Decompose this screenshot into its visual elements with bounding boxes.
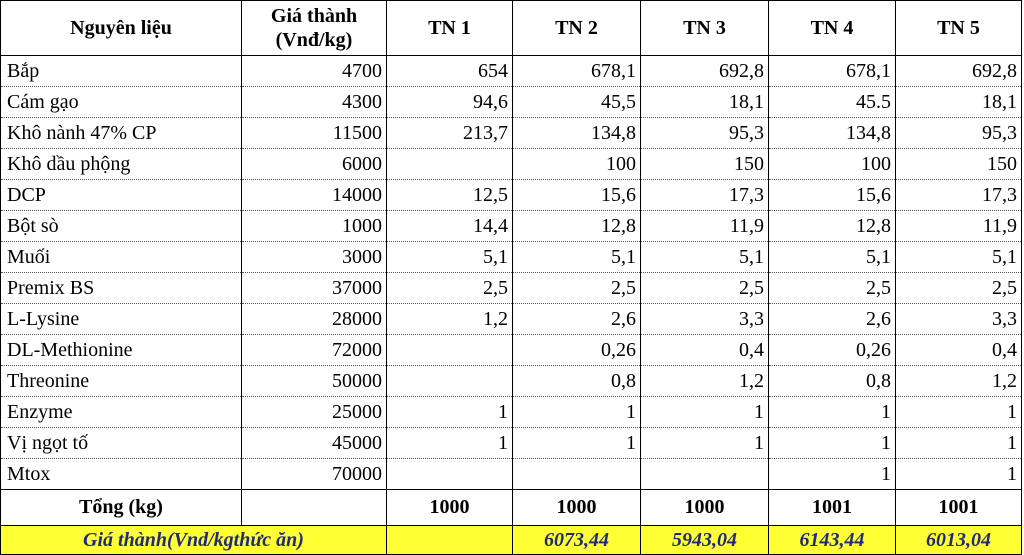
table-row [1,56,1022,87]
cost-tn-1 [387,526,513,555]
header-tn-5: TN 5 [896,1,1022,56]
total-tn-3: 1000 [641,490,769,526]
value-cell-tn-3: 150 [641,149,769,180]
ingredient-price: 11500 [242,118,387,149]
value-cell-tn-4: 134,8 [769,118,896,149]
ingredient-name: Khô dầu phộng [1,149,242,180]
ingredient-price: 14000 [242,180,387,211]
value-cell-tn-5: 18,1 [896,87,1022,118]
value-cell-tn-1 [387,459,513,490]
ingredient-name: DCP [1,180,242,211]
total-tn-5: 1001 [896,490,1022,526]
header-row [1,1,1022,56]
value-cell-tn-2: 12,8 [513,211,641,242]
value-cell-tn-1: 213,7 [387,118,513,149]
value-cell-tn-4: 0,8 [769,366,896,397]
ingredient-name: Threonine [1,366,242,397]
value-cell-tn-5: 11,9 [896,211,1022,242]
cost-tn-2: 6073,44 [513,526,641,555]
cost-tn-3: 5943,04 [641,526,769,555]
value-cell-tn-2: 2,6 [513,304,641,335]
value-cell-tn-3: 0,4 [641,335,769,366]
value-cell-tn-2: 100 [513,149,641,180]
ingredient-price: 28000 [242,304,387,335]
value-cell-tn-2: 1 [513,428,641,459]
value-cell-tn-1: 5,1 [387,242,513,273]
total-tn-2: 1000 [513,490,641,526]
value-cell-tn-4: 45.5 [769,87,896,118]
value-cell-tn-5: 95,3 [896,118,1022,149]
value-cell-tn-5: 1 [896,397,1022,428]
ingredient-name: Enzyme [1,397,242,428]
value-cell-tn-4: 1 [769,428,896,459]
table-row [1,242,1022,273]
header-tn-4: TN 4 [769,1,896,56]
value-cell-tn-1 [387,335,513,366]
ingredient-price: 1000 [242,211,387,242]
value-cell-tn-1: 2,5 [387,273,513,304]
value-cell-tn-1: 1 [387,397,513,428]
total-label: Tổng (kg) [1,490,242,526]
value-cell-tn-3 [641,459,769,490]
value-cell-tn-1 [387,366,513,397]
ingredient-name: Bột sò [1,211,242,242]
table-row [1,118,1022,149]
ingredient-rows [1,56,1022,555]
table-row [1,273,1022,304]
value-cell-tn-3: 11,9 [641,211,769,242]
header-ingredient: Nguyên liệu [1,1,242,56]
value-cell-tn-3: 18,1 [641,87,769,118]
value-cell-tn-4: 100 [769,149,896,180]
table-row [1,428,1022,459]
value-cell-tn-4: 0,26 [769,335,896,366]
table-row [1,335,1022,366]
ingredient-price: 37000 [242,273,387,304]
value-cell-tn-1: 1 [387,428,513,459]
value-cell-tn-5: 3,3 [896,304,1022,335]
value-cell-tn-2: 2,5 [513,273,641,304]
value-cell-tn-4: 5,1 [769,242,896,273]
value-cell-tn-5: 2,5 [896,273,1022,304]
ingredient-price: 45000 [242,428,387,459]
value-cell-tn-1: 94,6 [387,87,513,118]
value-cell-tn-2: 0,26 [513,335,641,366]
header-tn-3: TN 3 [641,1,769,56]
value-cell-tn-5: 1 [896,428,1022,459]
value-cell-tn-1: 12,5 [387,180,513,211]
ingredient-name: Muối [1,242,242,273]
value-cell-tn-1: 14,4 [387,211,513,242]
value-cell-tn-5: 0,4 [896,335,1022,366]
table-row [1,459,1022,490]
value-cell-tn-2: 5,1 [513,242,641,273]
value-cell-tn-2: 15,6 [513,180,641,211]
table-row [1,180,1022,211]
table-row [1,87,1022,118]
ingredient-name: Premix BS [1,273,242,304]
value-cell-tn-4: 15,6 [769,180,896,211]
value-cell-tn-3: 5,1 [641,242,769,273]
value-cell-tn-3: 1,2 [641,366,769,397]
value-cell-tn-2: 1 [513,397,641,428]
table-row [1,397,1022,428]
value-cell-tn-5: 17,3 [896,180,1022,211]
header-price: Giá thành (Vnđ/kg) [242,1,387,56]
table-row [1,366,1022,397]
value-cell-tn-4: 1 [769,397,896,428]
value-cell-tn-3: 3,3 [641,304,769,335]
ingredient-name: Mtox [1,459,242,490]
ingredient-price: 3000 [242,242,387,273]
value-cell-tn-3: 17,3 [641,180,769,211]
value-cell-tn-3: 1 [641,428,769,459]
cost-label: Giá thành(Vnd/kgthức ăn) [1,526,387,555]
cost-tn-5: 6013,04 [896,526,1022,555]
value-cell-tn-2: 678,1 [513,56,641,87]
value-cell-tn-3: 692,8 [641,56,769,87]
ingredient-price: 4300 [242,87,387,118]
ingredient-name: Cám gạo [1,87,242,118]
ingredient-price: 25000 [242,397,387,428]
ingredient-name: Bắp [1,56,242,87]
header-tn-1: TN 1 [387,1,513,56]
table-row [1,211,1022,242]
value-cell-tn-4: 678,1 [769,56,896,87]
value-cell-tn-5: 692,8 [896,56,1022,87]
ingredient-price: 50000 [242,366,387,397]
value-cell-tn-4: 12,8 [769,211,896,242]
value-cell-tn-5: 1 [896,459,1022,490]
total-row [1,490,1022,526]
ingredient-name: Vị ngọt tố [1,428,242,459]
value-cell-tn-1 [387,149,513,180]
value-cell-tn-3: 1 [641,397,769,428]
value-cell-tn-2: 45,5 [513,87,641,118]
value-cell-tn-2 [513,459,641,490]
total-tn-1: 1000 [387,490,513,526]
ingredient-name: L-Lysine [1,304,242,335]
header-tn-2: TN 2 [513,1,641,56]
value-cell-tn-2: 134,8 [513,118,641,149]
ingredient-price: 6000 [242,149,387,180]
value-cell-tn-1: 654 [387,56,513,87]
ingredient-price: 72000 [242,335,387,366]
ingredient-name: DL-Methionine [1,335,242,366]
value-cell-tn-4: 1 [769,459,896,490]
ingredient-price: 70000 [242,459,387,490]
total-price [242,490,387,526]
table-row [1,149,1022,180]
ingredient-name: Khô nành 47% CP [1,118,242,149]
value-cell-tn-5: 150 [896,149,1022,180]
table-row [1,304,1022,335]
value-cell-tn-3: 95,3 [641,118,769,149]
value-cell-tn-4: 2,6 [769,304,896,335]
cost-tn-4: 6143,44 [769,526,896,555]
value-cell-tn-5: 5,1 [896,242,1022,273]
value-cell-tn-4: 2,5 [769,273,896,304]
value-cell-tn-2: 0,8 [513,366,641,397]
total-tn-4: 1001 [769,490,896,526]
value-cell-tn-5: 1,2 [896,366,1022,397]
value-cell-tn-3: 2,5 [641,273,769,304]
value-cell-tn-1: 1,2 [387,304,513,335]
ingredient-price: 4700 [242,56,387,87]
cost-row [1,526,1022,555]
